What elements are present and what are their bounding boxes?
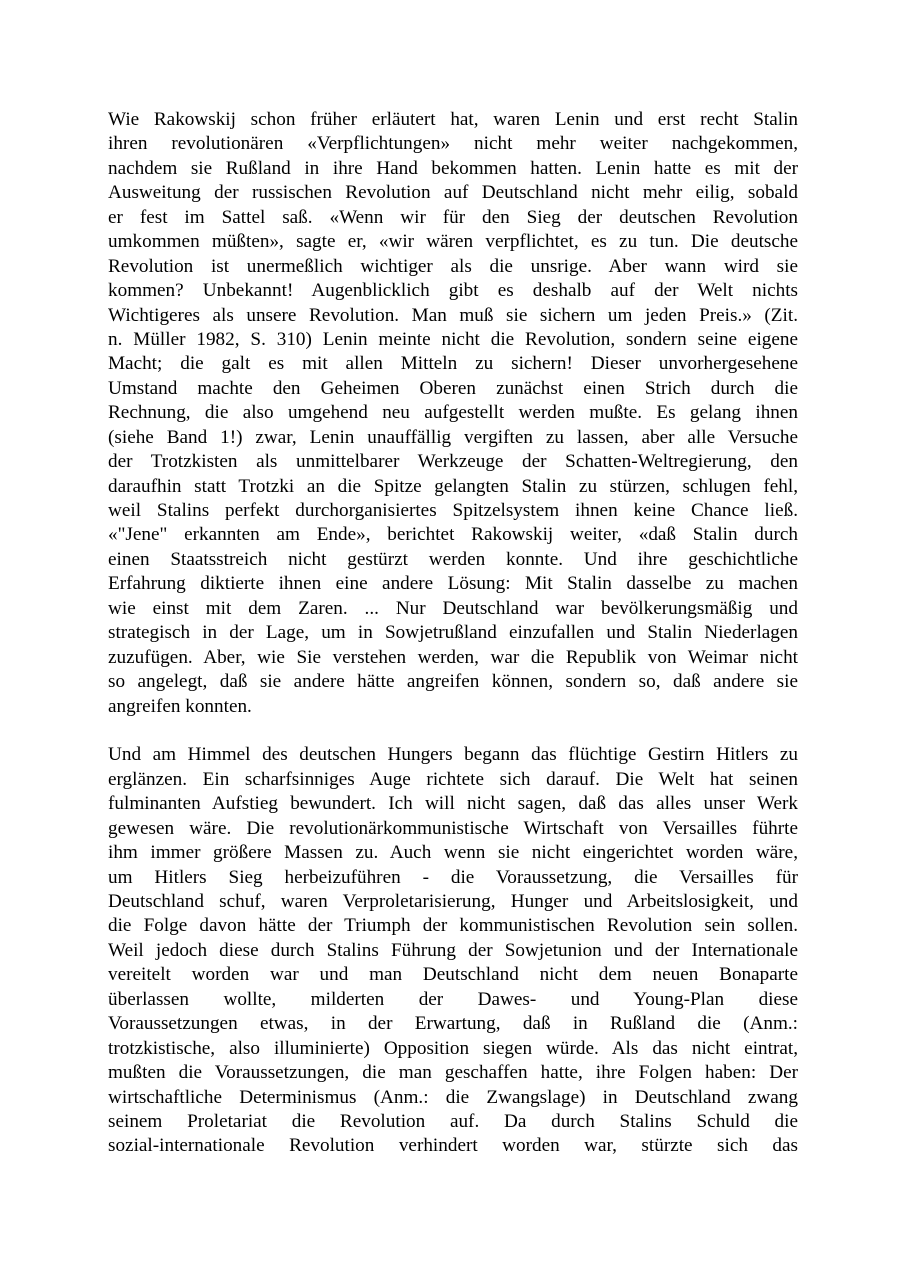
document-page: [108, 108, 798, 1159]
text-line: zuzufügen. Aber, wie Sie verstehen werden, war die Republik von Weimar nicht: [108, 646, 798, 668]
text-line: Rechnung, die also umgehend neu aufgestellt werden mußte. Es gelang ihnen: [108, 402, 798, 424]
text-line: Weil jedoch diese durch Stalins Führung der Sowjetunion und der Internationale: [108, 939, 798, 961]
text-line: weil Stalins perfekt durchorganisiertes Spitzelsystem ihnen keine Chance ließ.: [108, 500, 798, 521]
text-line: er fest im Sattel saß. «Wenn wir für den Sieg der deutschen Revolution: [108, 206, 798, 228]
text-line: Ausweitung der russischen Revolution auf Deutschland nicht mehr eilig, sobald: [108, 182, 798, 204]
text-line: «"Jene" erkannten am Ende», berichtet Rakowskij weiter, «daß Stalin durch: [108, 524, 798, 546]
text-line: ihren revolutionären «Verpflichtungen» nicht mehr weiter nachgekommen,: [108, 133, 798, 155]
text-line: Umstand machte den Geheimen Oberen zunächst einen Strich durch die: [108, 377, 798, 399]
text-line: so angelegt, daß sie andere hätte angreifen können, sondern so, daß andere sie: [108, 671, 798, 693]
text-line: umkommen müßten», sagte er, «wir wären verpflichtet, es zu tun. Die deutsche: [108, 231, 798, 253]
text-line: fulminanten Aufstieg bewundert. Ich will nicht sagen, daß das alles unser Werk: [108, 793, 798, 815]
paragraph-gap: [108, 719, 798, 743]
text-line: Deutschland schuf, waren Verproletarisierung, Hunger und Arbeitslosigkeit, und: [108, 891, 798, 912]
text-line: vereitelt worden war und man Deutschland nicht dem neuen Bonaparte: [108, 964, 798, 986]
text-line: die Folge davon hätte der Triumph der kommunistischen Revolution sein sollen.: [108, 915, 798, 937]
text-line: strategisch in der Lage, um in Sowjetrußland einzufallen und Stalin Niederlagen: [108, 622, 798, 644]
text-line: nachdem sie Rußland in ihre Hand bekommen hatten. Lenin hatte es mit der: [108, 157, 798, 179]
text-line: wirtschaftliche Determinismus (Anm.: die Zwangslage) in Deutschland zwang: [108, 1086, 798, 1108]
text-line: wie einst mit dem Zaren. ... Nur Deutschland war bevölkerungsmäßig und: [108, 597, 798, 619]
text-line: daraufhin statt Trotzki an die Spitze gelangten Stalin zu stürzen, schlugen fehl,: [108, 475, 798, 497]
text-line: seinem Proletariat die Revolution auf. Da durch Stalins Schuld die: [108, 1110, 798, 1132]
text-line: Wie Rakowskij schon früher erläutert hat, waren Lenin und erst recht Stalin: [108, 109, 798, 130]
text-line: einen Staatsstreich nicht gestürzt werden konnte. Und ihre geschichtliche: [108, 548, 798, 570]
text-line: Revolution ist unermeßlich wichtiger als die unsrige. Aber wann wird sie: [108, 255, 798, 277]
text-line: kommen? Unbekannt! Augenblicklich gibt es deshalb auf der Welt nichts: [108, 280, 798, 302]
text-line: angreifen konnten.: [108, 695, 252, 717]
paragraph: [108, 743, 798, 1158]
text-line: Macht; die galt es mit allen Mitteln zu sichern! Dieser unvorhergesehene: [108, 353, 798, 375]
text-line: Erfahrung diktierte ihnen eine andere Lösung: Mit Stalin dasselbe zu machen: [108, 573, 798, 595]
text-line: trotzkistische, also illuminierte) Opposition siegen würde. Als das nicht eintrat,: [108, 1037, 798, 1059]
text-line: erglänzen. Ein scharfsinniges Auge richtete sich darauf. Die Welt hat seinen: [108, 768, 798, 790]
text-line: sozial-internationale Revolution verhindert worden war, stürzte sich das: [108, 1135, 798, 1157]
text-line: überlassen wollte, milderten der Dawes- und Young-Plan diese: [108, 988, 798, 1010]
text-line: mußten die Voraussetzungen, die man geschaffen hatte, ihre Folgen haben: Der: [108, 1062, 798, 1084]
text-line: um Hitlers Sieg herbeizuführen - die Voraussetzung, die Versailles für: [108, 866, 798, 888]
text-line: Und am Himmel des deutschen Hungers begann das flüchtige Gestirn Hitlers zu: [108, 744, 798, 766]
paragraph: [108, 108, 798, 719]
text-line: Voraussetzungen etwas, in der Erwartung, daß in Rußland die (Anm.:: [108, 1013, 798, 1035]
text-line: der Trotzkisten als unmittelbarer Werkzeuge der Schatten-Weltregierung, den: [108, 451, 798, 473]
text-line: (siehe Band 1!) zwar, Lenin unauffällig vergiften zu lassen, aber alle Versuche: [108, 426, 798, 448]
text-line: ihm immer größere Massen zu. Auch wenn sie nicht eingerichtet worden wäre,: [108, 842, 798, 864]
text-line: n. Müller 1982, S. 310) Lenin meinte nicht die Revolution, sondern seine eigene: [108, 328, 798, 350]
text-line: gewesen wäre. Die revolutionärkommunistische Wirtschaft von Versailles führte: [108, 817, 798, 839]
text-line: Wichtigeres als unsere Revolution. Man muß sie sichern um jeden Preis.» (Zit.: [108, 304, 798, 326]
